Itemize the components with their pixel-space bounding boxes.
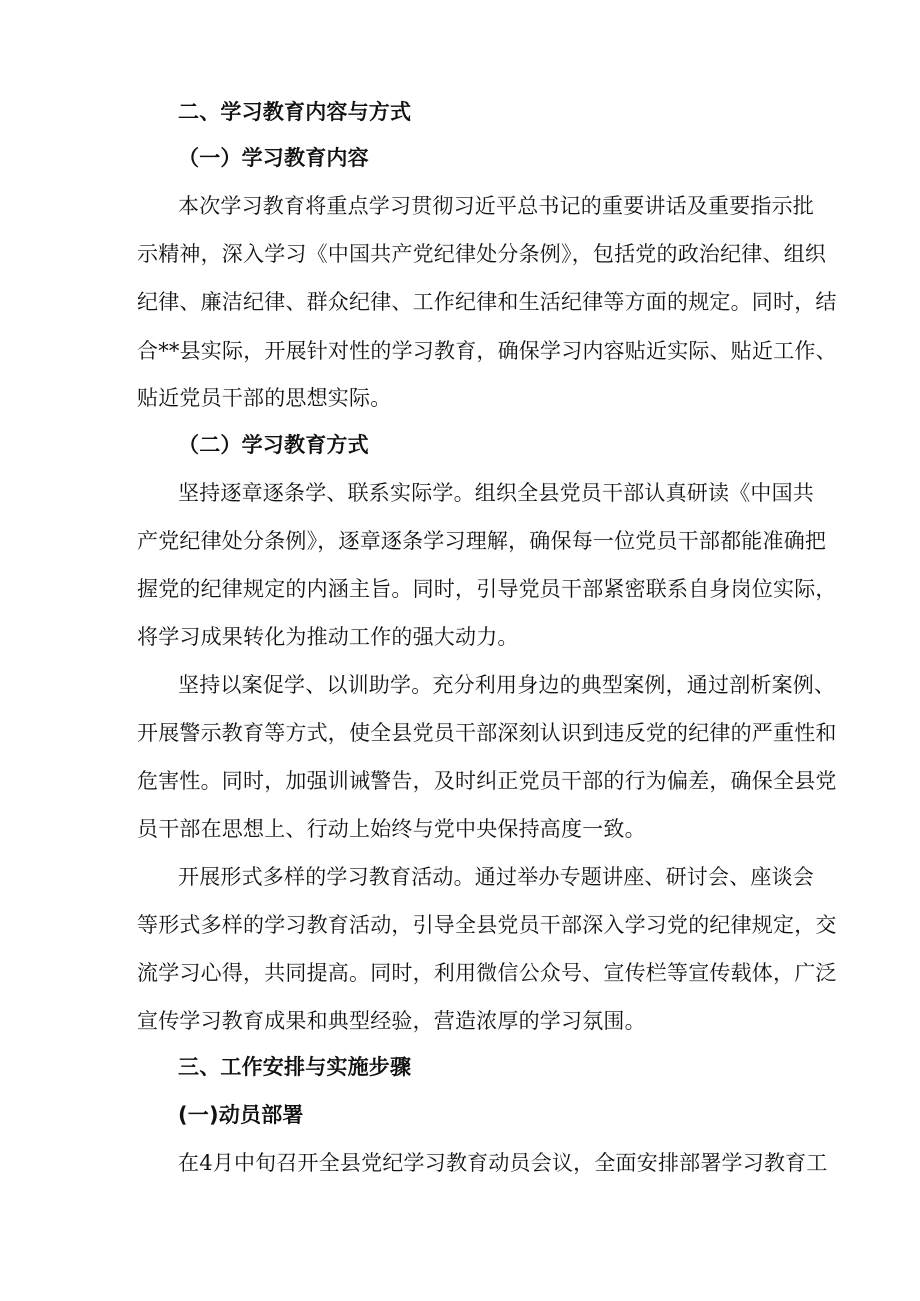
paragraph-line: 握党的纪律规定的内涵主旨。同时，引导党员干部紧密联系自身岗位实际， xyxy=(137,577,837,601)
section-2-heading: 二、学习教育内容与方式 xyxy=(178,100,412,124)
paragraph-line: 合**县实际，开展针对性的学习教育，确保学习内容贴近实际、贴近工作、 xyxy=(137,339,837,363)
paragraph-line: 流学习心得，共同提高。同时，利用微信公众号、宣传栏等宣传载体，广泛 xyxy=(137,961,837,985)
paragraph-line: 等形式多样的学习教育活动，引导全县党员干部深入学习党的纪律规定，交 xyxy=(137,913,837,937)
paragraph-line: 坚持以案促学、以训助学。充分利用身边的典型案例，通过剖析案例、 xyxy=(178,673,836,697)
paragraph-line: 本次学习教育将重点学习贯彻习近平总书记的重要讲话及重要指示批 xyxy=(178,194,814,218)
subsection-1-heading: （一）学习教育内容 xyxy=(178,146,369,170)
paragraph-line: 员干部在思想上、行动上始终与党中央保持高度一致。 xyxy=(137,817,646,841)
paragraph-line: 危害性。同时，加强训诫警告，及时纠正党员干部的行为偏差，确保全县党 xyxy=(137,769,837,793)
paragraph-line: 贴近党员干部的思想实际。 xyxy=(137,386,392,410)
paragraph-line: 开展警示教育等方式，使全县党员干部深刻认识到违反党的纪律的严重性和 xyxy=(137,721,837,745)
subsection-3-heading: (一)动员部署 xyxy=(178,1103,304,1127)
section-3-heading: 三、工作安排与实施步骤 xyxy=(178,1055,412,1079)
paragraph-line: 在4月中旬召开全县党纪学习教育动员会议，全面安排部署学习教育工 xyxy=(178,1151,828,1175)
paragraph-line: 将学习成果转化为推动工作的强大动力。 xyxy=(137,625,519,649)
subsection-2-heading: （二）学习教育方式 xyxy=(178,433,369,457)
paragraph-line: 坚持逐章逐条学、联系实际学。组织全县党员干部认真研读《中国共 xyxy=(178,481,814,505)
paragraph-line: 开展形式多样的学习教育活动。通过举办专题讲座、研讨会、座谈会 xyxy=(178,865,814,889)
paragraph-line: 宣传学习教育成果和典型经验，营造浓厚的学习氛围。 xyxy=(137,1009,646,1033)
paragraph-line: 示精神，深入学习《中国共产党纪律处分条例》，包括党的政治纪律、组织 xyxy=(137,242,827,266)
paragraph-line: 纪律、廉洁纪律、群众纪律、工作纪律和生活纪律等方面的规定。同时，结 xyxy=(137,290,837,314)
paragraph-line: 产党纪律处分条例》，逐章逐条学习理解，确保每一位党员干部都能准确把 xyxy=(137,529,827,553)
